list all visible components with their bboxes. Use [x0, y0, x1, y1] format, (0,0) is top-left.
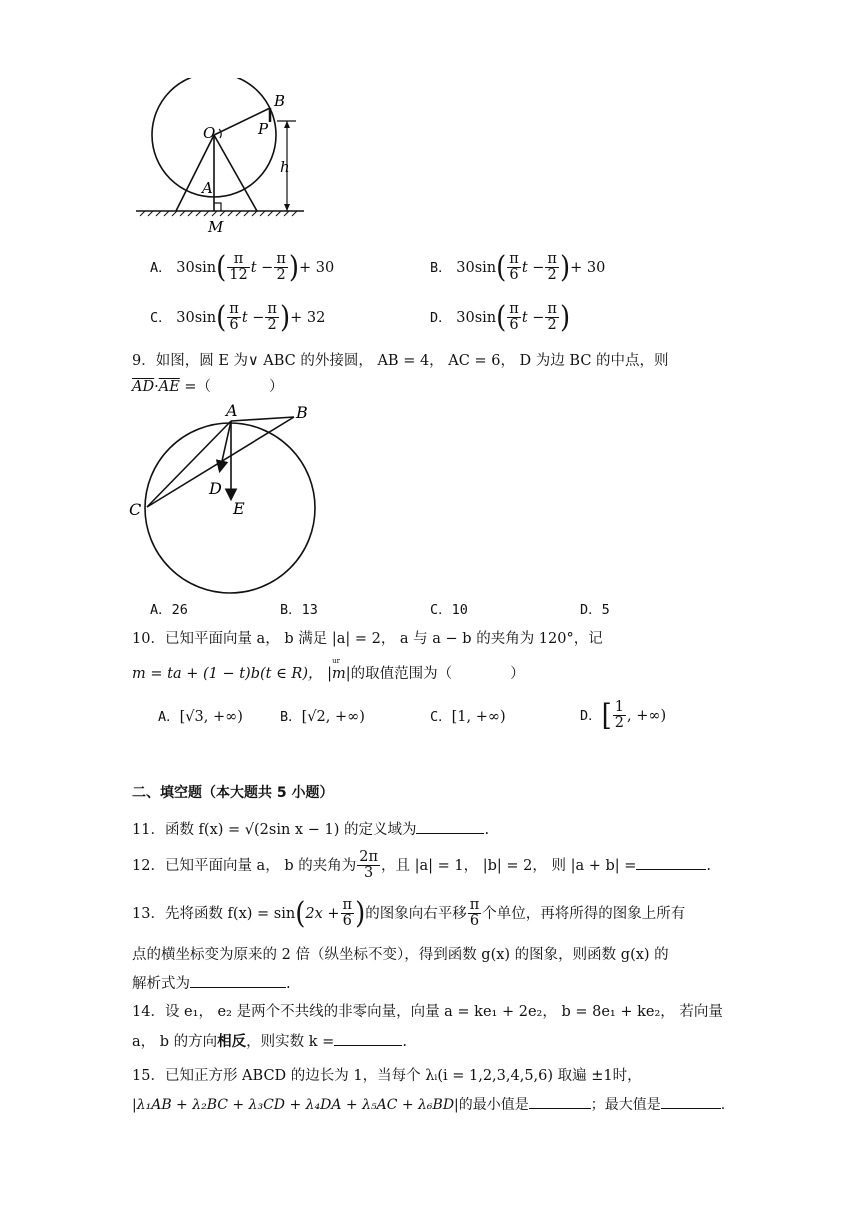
- q9-option-c[interactable]: C．10: [430, 602, 468, 618]
- circle-e: [145, 423, 315, 593]
- label-h: h: [280, 158, 290, 176]
- vector-ad: [220, 421, 231, 470]
- q15-line-2: |λ₁AB + λ₂BC + λ₃CD + λ₄DA + λ₅AC + λ₆BD|的最小值是 ；最大值是 .: [132, 1094, 725, 1114]
- q11: 11．函数 f(x) = √(2sin x − 1) 的定义域为 .: [132, 818, 489, 839]
- q15-min-blank[interactable]: [529, 1094, 591, 1109]
- label-a2: A: [226, 401, 238, 420]
- q10-option-a[interactable]: A．[√3, +∞): [158, 709, 243, 725]
- label-e2: E: [233, 499, 245, 518]
- q14-line-2: a， b 的方向相反，则实数 k = .: [132, 1033, 407, 1050]
- leg-left: [176, 135, 214, 211]
- label-a: A: [202, 179, 213, 197]
- q14-answer-blank[interactable]: [334, 1031, 402, 1046]
- circumcircle-figure: [128, 395, 318, 595]
- label-b: B: [274, 92, 286, 110]
- q15-line-1: 15．已知正方形 ABCD 的边长为 1，当每个 λᵢ(i = 1,2,3,4,5,6) 取遍 ±1时，: [132, 1068, 642, 1084]
- q13-answer-blank[interactable]: [190, 973, 286, 988]
- q10-option-b[interactable]: B．[√2, +∞): [280, 709, 365, 725]
- q10-line-2: m = ta + (1 − t)b(t ∈ R)， ur |m|的取值范围为（ ）: [132, 657, 525, 682]
- q8-option-b[interactable]: B． 30sin( $\frac{\pi}{6}$ t − $\frac{\pi}{2}$ )+ 30: [430, 250, 606, 286]
- q9-option-d[interactable]: D．5: [580, 602, 610, 618]
- q9-option-a[interactable]: A．26: [150, 602, 188, 618]
- q10-option-c[interactable]: C．[1, +∞): [430, 709, 506, 725]
- q13-line-2: 点的横坐标变为原来的 2 倍（纵坐标不变），得到函数 g(x) 的图象，则函数 g(x) 的: [132, 947, 669, 963]
- q8-option-d[interactable]: D． 30sin( $\frac{\pi}{6}$ t − $\frac{\pi}{2}$ ): [430, 300, 571, 336]
- label-p: P: [258, 120, 269, 138]
- q10-option-d[interactable]: D．[ $\frac{1}{2}$ , +∞): [580, 698, 667, 734]
- q8-option-a[interactable]: A． 30sin( $\frac{\pi}{12}$ t − $\frac{\pi}{2}$ )+ 30: [150, 250, 335, 286]
- h-arrow-down: [284, 204, 290, 211]
- right-angle-mark: [214, 203, 221, 211]
- label-m: M: [208, 218, 224, 236]
- h-arrow-up: [284, 121, 290, 128]
- angle-mark: [219, 129, 221, 138]
- q8-option-c[interactable]: C． 30sin( $\frac{\pi}{6}$ t − $\frac{\pi}{2}$ )+ 32: [150, 300, 326, 336]
- section-2-title: 二、填空题（本大题共 5 小题）: [132, 785, 334, 801]
- q13-line-3: 解析式为 .: [132, 972, 291, 993]
- ferris-wheel-figure: [128, 78, 308, 238]
- q15-max-blank[interactable]: [661, 1094, 721, 1109]
- leg-right: [214, 135, 257, 211]
- q12-answer-blank[interactable]: [636, 855, 706, 870]
- q14-line-1: 14．设 e₁， e₂ 是两个不共线的非零向量，向量 a = ke₁ + 2e₂， b = 8e₁ + ke₂， 若向量: [132, 1004, 723, 1020]
- side-ab: [231, 417, 294, 421]
- q9-option-b[interactable]: B．13: [280, 602, 318, 618]
- q10-line-1: 10．已知平面向量 a， b 满足 |a| = 2， a 与 a − b 的夹角为 120°，记: [132, 631, 603, 647]
- q13-line-1: 13．先将函数 f(x) = sin(2x + $\frac{\pi}{6}$ )的图象向右平移 $\frac{\pi}{6}$ 个单位，再将所得的图象上所有: [132, 896, 686, 932]
- q9-line-1: 9．如图，圆 E 为∨ ABC 的外接圆， AB = 4， AC = 6， D 为边 BC 的中点，则: [132, 353, 669, 369]
- label-b2: B: [296, 403, 308, 422]
- q12: 12．已知平面向量 a， b 的夹角为 $\frac{2\pi}{3}$ ，且 |a| = 1， |b| = 2， 则 |a + b| = .: [132, 849, 712, 882]
- label-c2: C: [129, 500, 142, 519]
- label-d2: D: [209, 479, 222, 498]
- q9-line-2: $\overline{AD}\cdot\overline{AE}$ =（ ）: [132, 379, 284, 395]
- label-o: O: [203, 124, 216, 142]
- q11-answer-blank[interactable]: [416, 819, 484, 834]
